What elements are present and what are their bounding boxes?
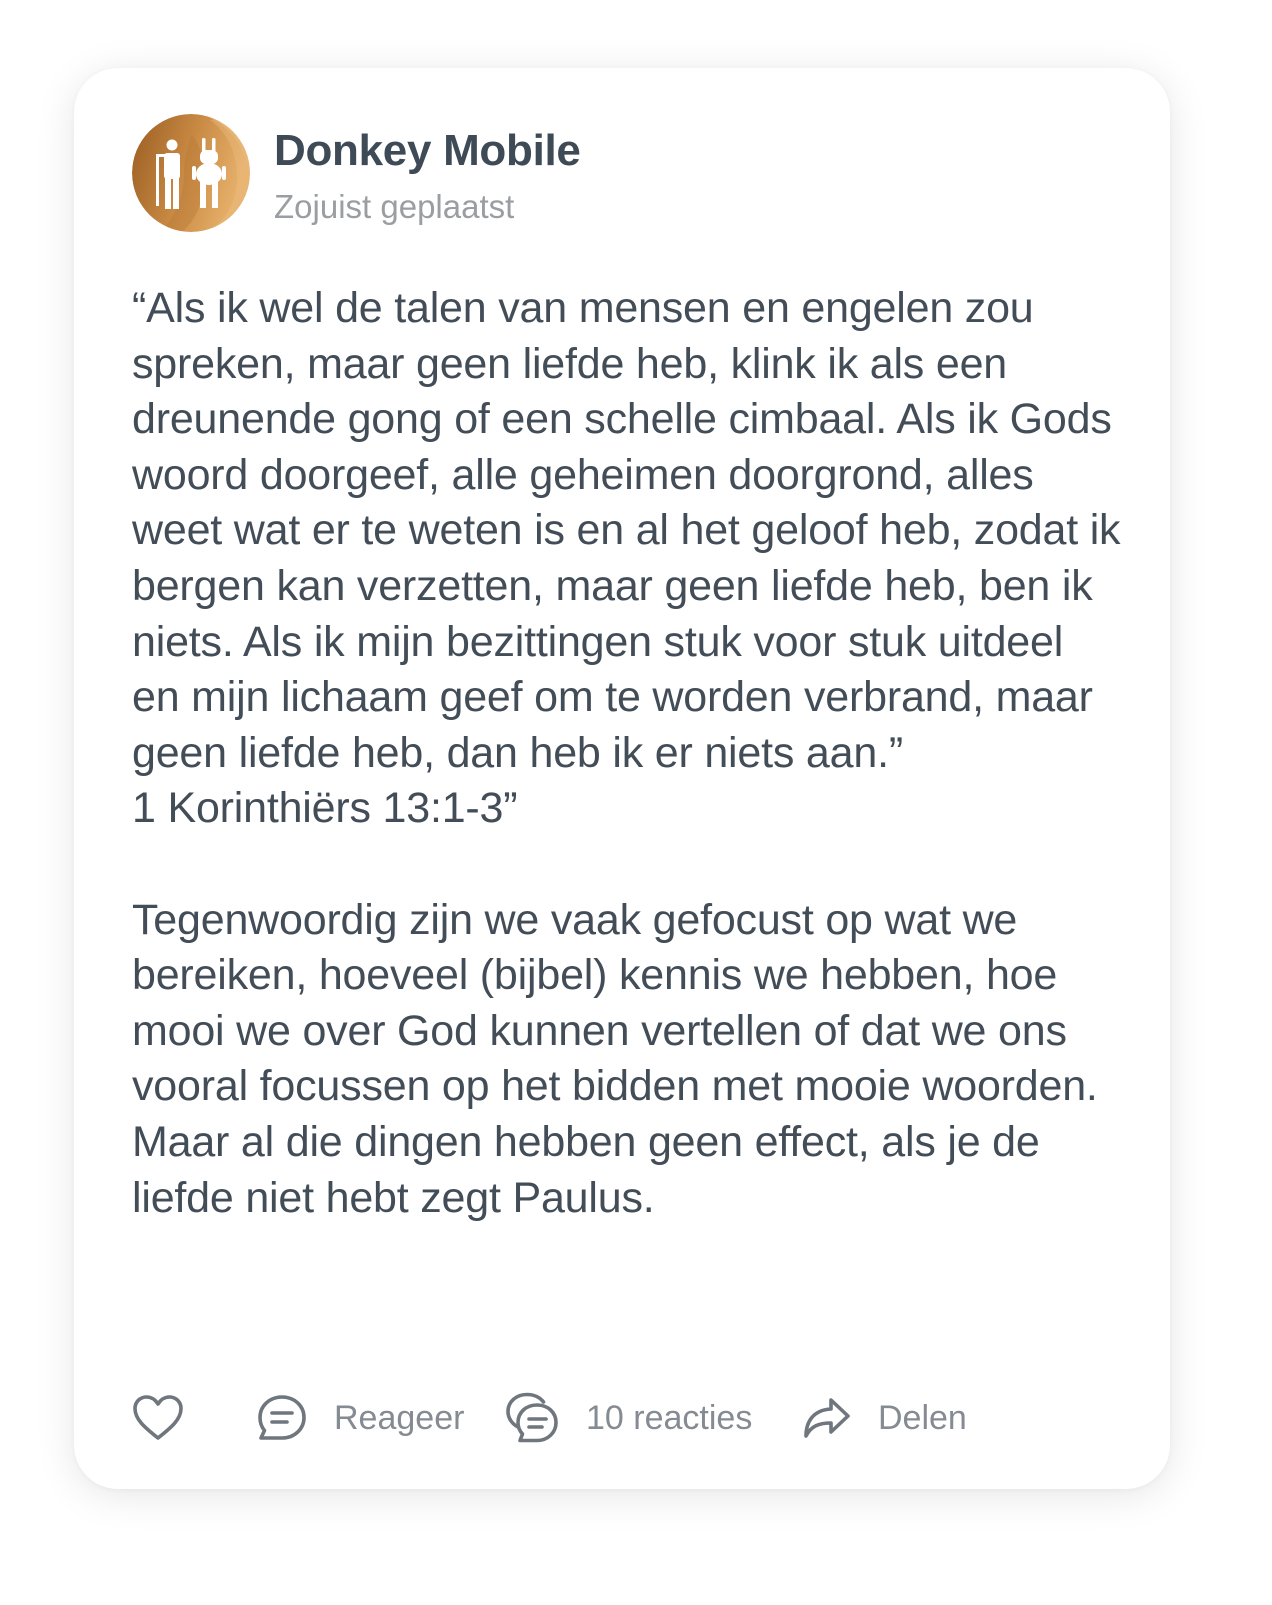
share-button[interactable] bbox=[802, 1388, 967, 1448]
avatar[interactable] bbox=[132, 114, 250, 232]
heart-icon bbox=[132, 1394, 184, 1442]
comment-icon bbox=[256, 1393, 308, 1443]
like-button[interactable] bbox=[132, 1388, 184, 1448]
post-card bbox=[74, 68, 1170, 1489]
share-label: Delen bbox=[878, 1398, 967, 1437]
reply-button[interactable] bbox=[256, 1388, 464, 1448]
post-body: “Als ik wel de talen van mensen en engelen zou spreken, maar geen liefde heb, klink ik als een dreunende gong of een schelle cimbaal. Als ik Gods woord doorgeef, alle geheimen doorgrond, alles weet wat er te weten is en al het geloof heb, zodat ik bergen kan verzetten, maar geen liefde heb, ben ik niets. Als ik mijn bezittingen stuk voor stuk uitdeel en mijn lichaam geef om te worden verbrand, maar geen liefde heb, dan heb ik er niets aan.” 1 Korinthiërs 13:1-3” Tegenwoordig zijn we vaak gefocust op wat we bereiken, hoeveel (bijbel) kennis we hebben, hoe mooi we over God kunnen vertellen of dat we ons vooral focussen op het bidden met mooie woorden. Maar al die dingen hebben geen effect, als je de liefde niet hebt zegt Paulus. bbox=[132, 284, 1121, 1222]
comments-icon bbox=[504, 1391, 560, 1445]
reply-label: Reageer bbox=[334, 1398, 465, 1437]
share-arrow-icon bbox=[802, 1395, 852, 1441]
post-actions bbox=[132, 1388, 1132, 1448]
reactions-label: 10 reacties bbox=[586, 1398, 753, 1437]
reactions-button[interactable] bbox=[504, 1388, 752, 1448]
post-timestamp: Zojuist geplaatst bbox=[274, 188, 515, 225]
donkey-logo-icon bbox=[132, 114, 250, 232]
post-author[interactable]: Donkey Mobile bbox=[274, 126, 581, 175]
